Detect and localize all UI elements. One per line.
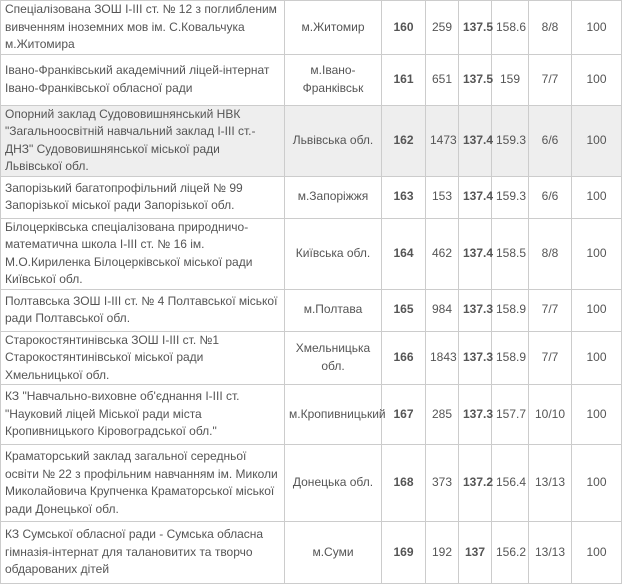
region: м.Житомир — [285, 1, 382, 55]
percent: 100 — [572, 176, 622, 218]
table-row — [1, 522, 622, 584]
average: 156.2 — [492, 522, 529, 584]
region: м.Івано-Франківськ — [285, 54, 382, 105]
participants: 153 — [426, 176, 459, 218]
score: 137.2 — [459, 445, 492, 522]
region: м.Полтава — [285, 289, 382, 331]
participants: 285 — [426, 385, 459, 445]
table-row — [1, 331, 622, 385]
ratio: 8/8 — [529, 1, 572, 55]
school-name: Опорний заклад Судововишнянський НВК "Загальноосвітній навчальний заклад І-ІІІ ст.-ДНЗ" Судововишнянської міської ради Львівської обл. — [1, 105, 285, 176]
participants: 462 — [426, 218, 459, 289]
average: 159.3 — [492, 176, 529, 218]
score: 137.3 — [459, 289, 492, 331]
average: 158.9 — [492, 289, 529, 331]
rank: 164 — [382, 218, 426, 289]
region: Хмельницька обл. — [285, 331, 382, 385]
rank: 160 — [382, 1, 426, 55]
school-name: КЗ Сумської обласної ради - Сумська обласна гімназія-інтернат для талановитих та творчо обдарованих дітей — [1, 522, 285, 584]
percent: 100 — [572, 1, 622, 55]
average: 158.9 — [492, 331, 529, 385]
rank: 169 — [382, 522, 426, 584]
region: Київська обл. — [285, 218, 382, 289]
percent: 100 — [572, 105, 622, 176]
average: 156.4 — [492, 445, 529, 522]
ratio: 8/8 — [529, 218, 572, 289]
school-name: Спеціалізована ЗОШ І-ІІІ ст. № 12 з поглибленим вивченням іноземних мов ім. С.Ковальчука м.Житомира — [1, 1, 285, 55]
score: 137.3 — [459, 385, 492, 445]
rank: 166 — [382, 331, 426, 385]
school-name: Краматорський заклад загальної середньої освіти № 22 з профільним навчанням ім. Миколи Миколайовича Крупченка Краматорської міської ради Донецької обл. — [1, 445, 285, 522]
average: 158.5 — [492, 218, 529, 289]
score: 137.4 — [459, 105, 492, 176]
score: 137 — [459, 522, 492, 584]
participants: 192 — [426, 522, 459, 584]
percent: 100 — [572, 289, 622, 331]
average: 159.3 — [492, 105, 529, 176]
school-name: Полтавська ЗОШ І-ІІІ ст. № 4 Полтавської міської ради Полтавської обл. — [1, 289, 285, 331]
percent: 100 — [572, 445, 622, 522]
participants: 1473 — [426, 105, 459, 176]
ratio: 7/7 — [529, 331, 572, 385]
region: м.Кропивницький — [285, 385, 382, 445]
table-row — [1, 385, 622, 445]
ratio: 7/7 — [529, 289, 572, 331]
school-name: Запорізький багатопрофільний ліцей № 99 Запорізької міської ради Запорізької обл. — [1, 176, 285, 218]
participants: 984 — [426, 289, 459, 331]
percent: 100 — [572, 54, 622, 105]
percent: 100 — [572, 331, 622, 385]
ratio: 6/6 — [529, 176, 572, 218]
table-row — [1, 176, 622, 218]
rank: 167 — [382, 385, 426, 445]
ratio: 6/6 — [529, 105, 572, 176]
score: 137.5 — [459, 54, 492, 105]
rank: 168 — [382, 445, 426, 522]
region: Донецька обл. — [285, 445, 382, 522]
average: 157.7 — [492, 385, 529, 445]
table-row — [1, 289, 622, 331]
score: 137.4 — [459, 218, 492, 289]
table-row — [1, 218, 622, 289]
participants: 373 — [426, 445, 459, 522]
region: м.Суми — [285, 522, 382, 584]
table-row — [1, 54, 622, 105]
table-body — [1, 1, 622, 584]
region: м.Запоріжжя — [285, 176, 382, 218]
score: 137.3 — [459, 331, 492, 385]
score: 137.4 — [459, 176, 492, 218]
school-name: Старокостянтинівська ЗОШ І-ІІІ ст. №1 Старокостянтинівської міської ради Хмельницької обл. — [1, 331, 285, 385]
school-name: Білоцерківська спеціалізована природничо-математична школа І-ІІІ ст. № 16 ім. М.О.Кириленка Білоцерківської міської ради Київської обл. — [1, 218, 285, 289]
table-row — [1, 445, 622, 522]
participants: 259 — [426, 1, 459, 55]
ratio: 13/13 — [529, 522, 572, 584]
table-row — [1, 1, 622, 55]
rank: 161 — [382, 54, 426, 105]
ratio: 13/13 — [529, 445, 572, 522]
rank: 165 — [382, 289, 426, 331]
average: 158.6 — [492, 1, 529, 55]
percent: 100 — [572, 218, 622, 289]
region: Львівська обл. — [285, 105, 382, 176]
school-name: КЗ "Навчально-виховне об'єднання І-ІІІ ст. "Науковий ліцей Міської ради міста Кропивницького Кіровоградської обл." — [1, 385, 285, 445]
rank: 163 — [382, 176, 426, 218]
school-name: Івано-Франківський академічний ліцей-інтернат Івано-Франківської обласної ради — [1, 54, 285, 105]
percent: 100 — [572, 385, 622, 445]
percent: 100 — [572, 522, 622, 584]
table-row — [1, 105, 622, 176]
rank: 162 — [382, 105, 426, 176]
ratio: 7/7 — [529, 54, 572, 105]
score: 137.5 — [459, 1, 492, 55]
average: 159 — [492, 54, 529, 105]
ratio: 10/10 — [529, 385, 572, 445]
participants: 651 — [426, 54, 459, 105]
participants: 1843 — [426, 331, 459, 385]
